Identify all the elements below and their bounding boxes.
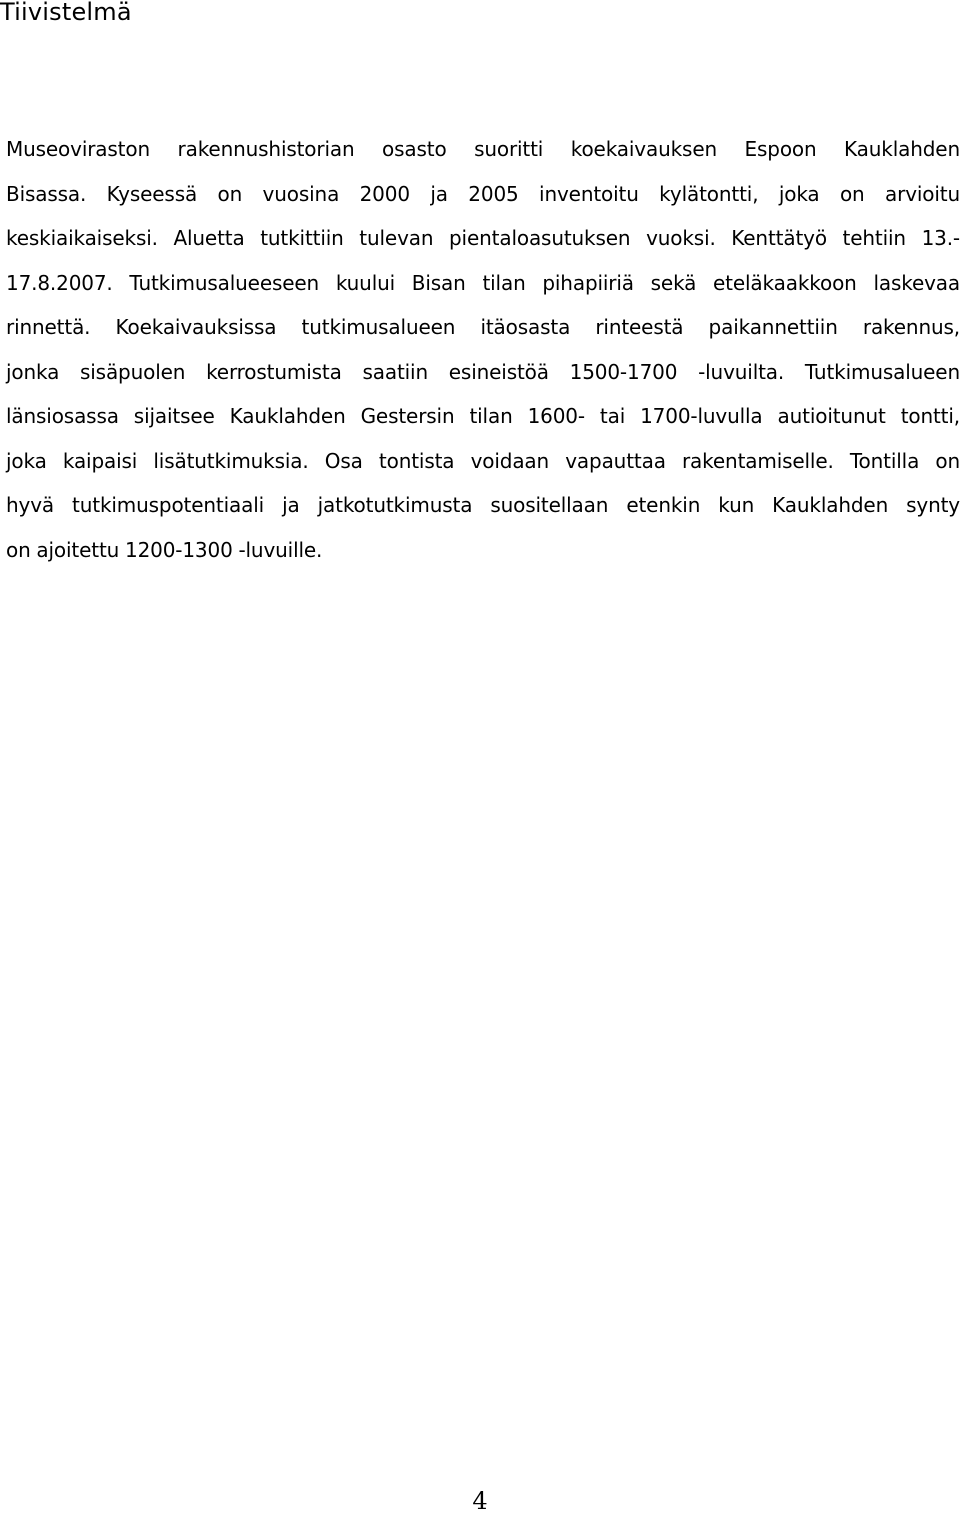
page-heading: Tiivistelmä bbox=[0, 0, 132, 26]
paragraph-line: 17.8.2007. Tutkimusalueeseen kuului Bisan tilan pihapiiriä sekä eteläkaakkoon laskevaa bbox=[6, 270, 960, 295]
paragraph-line: keskiaikaiseksi. Aluetta tutkittiin tulevan pientaloasutuksen vuoksi. Kenttätyö tehtiin 13.- bbox=[6, 226, 960, 250]
paragraph-line: Museoviraston rakennushistorian osasto suoritti koekaivauksen Espoon Kauklahden bbox=[6, 137, 960, 161]
paragraph-line: rinnettä. Koekaivauksissa tutkimusalueen itäosasta rinteestä paikannettiin rakennus, bbox=[6, 315, 960, 339]
summary-paragraph bbox=[6, 127, 960, 572]
paragraph-line: Bisassa. Kyseessä on vuosina 2000 ja 2005 inventoitu kylätontti, joka on arvioitu bbox=[6, 181, 960, 206]
page-number: 4 bbox=[472, 1487, 488, 1515]
paragraph-line: länsiosassa sijaitsee Kauklahden Gestersin tilan 1600- tai 1700-luvulla autioitunut tontti, bbox=[6, 404, 960, 428]
paragraph-line: hyvä tutkimuspotentiaali ja jatkotutkimusta suositellaan etenkin kun Kauklahden synty bbox=[6, 493, 960, 517]
paragraph-line: on ajoitettu 1200-1300 -luvuille. bbox=[6, 537, 323, 562]
paragraph-line: joka kaipaisi lisätutkimuksia. Osa tontista voidaan vapauttaa rakentamiselle. Tontilla on bbox=[6, 448, 960, 473]
paragraph-line: jonka sisäpuolen kerrostumista saatiin esineistöä 1500-1700 -luvuilta. Tutkimusalueen bbox=[6, 359, 960, 384]
